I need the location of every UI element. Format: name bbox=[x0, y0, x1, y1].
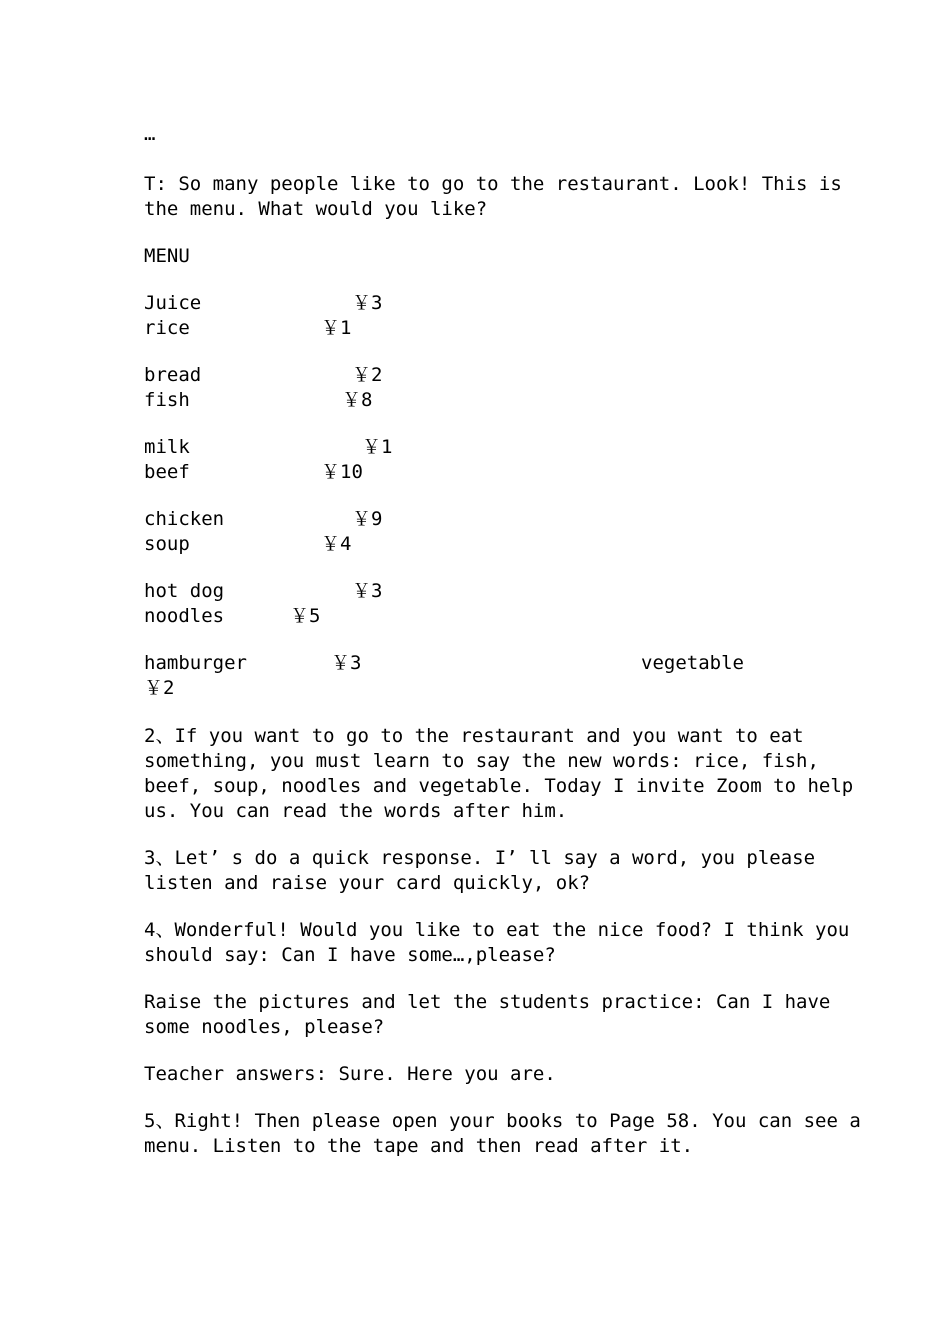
menu-item-name: fish bbox=[144, 389, 190, 411]
menu-item-name: Juice bbox=[144, 292, 202, 314]
practice-line: Raise the pictures and let the students practice: Can I have bbox=[144, 991, 831, 1013]
step-5-line: 5、Right! Then please open your books to Page 58. You can see a bbox=[144, 1110, 861, 1132]
intro-line-2: the menu. What would you like? bbox=[144, 198, 488, 220]
menu-item-name: vegetable bbox=[641, 652, 744, 674]
menu-item-name: bread bbox=[144, 364, 202, 386]
menu-item-name: beef bbox=[144, 461, 190, 483]
step-4-line: 4、Wonderful! Would you like to eat the nice food? I think you bbox=[144, 919, 850, 941]
menu-item-price: ￥3 bbox=[331, 652, 362, 674]
step-2-line: 2、If you want to go to the restaurant and you want to eat bbox=[144, 725, 804, 747]
step-3-line: listen and raise your card quickly, ok? bbox=[144, 872, 591, 894]
practice-line: some noodles, please? bbox=[144, 1016, 385, 1038]
menu-item-name: chicken bbox=[144, 508, 225, 530]
menu-item-price: ￥4 bbox=[321, 533, 352, 555]
menu-item-name: milk bbox=[144, 436, 190, 458]
step-2-line: something, you must learn to say the new words: rice, fish, bbox=[144, 750, 819, 772]
menu-title: MENU bbox=[144, 245, 190, 267]
menu-item-price: ￥3 bbox=[352, 292, 383, 314]
menu-item-name: hamburger bbox=[144, 652, 247, 674]
intro-line-1: T: So many people like to go to the restaurant. Look! This is bbox=[144, 173, 842, 195]
step-4-line: should say: Can I have some…,please? bbox=[144, 944, 556, 966]
step-3-line: 3、Let’ s do a quick response. I’ ll say a word, you please bbox=[144, 847, 816, 869]
menu-item-name: soup bbox=[144, 533, 190, 555]
menu-item-price: ￥2 bbox=[144, 677, 175, 699]
menu-item-price: ￥3 bbox=[352, 580, 383, 602]
menu-item-price: ￥2 bbox=[352, 364, 383, 386]
menu-item-name: hot dog bbox=[144, 580, 225, 602]
menu-item-price: ￥1 bbox=[321, 317, 352, 339]
step-5-line: menu. Listen to the tape and then read after it. bbox=[144, 1135, 694, 1157]
menu-item-price: ￥1 bbox=[362, 436, 393, 458]
menu-item-name: noodles bbox=[144, 605, 225, 627]
teacher-answer: Teacher answers: Sure. Here you are. bbox=[144, 1063, 556, 1085]
menu-item-price: ￥10 bbox=[321, 461, 363, 483]
step-2-line: beef, soup, noodles and vegetable. Today I invite Zoom to help bbox=[144, 775, 854, 797]
ellipsis: … bbox=[144, 123, 156, 145]
menu-item-price: ￥8 bbox=[342, 389, 373, 411]
step-2-line: us. You can read the words after him. bbox=[144, 800, 568, 822]
menu-item-name: rice bbox=[144, 317, 190, 339]
menu-item-price: ￥9 bbox=[352, 508, 383, 530]
menu-item-price: ￥5 bbox=[290, 605, 321, 627]
